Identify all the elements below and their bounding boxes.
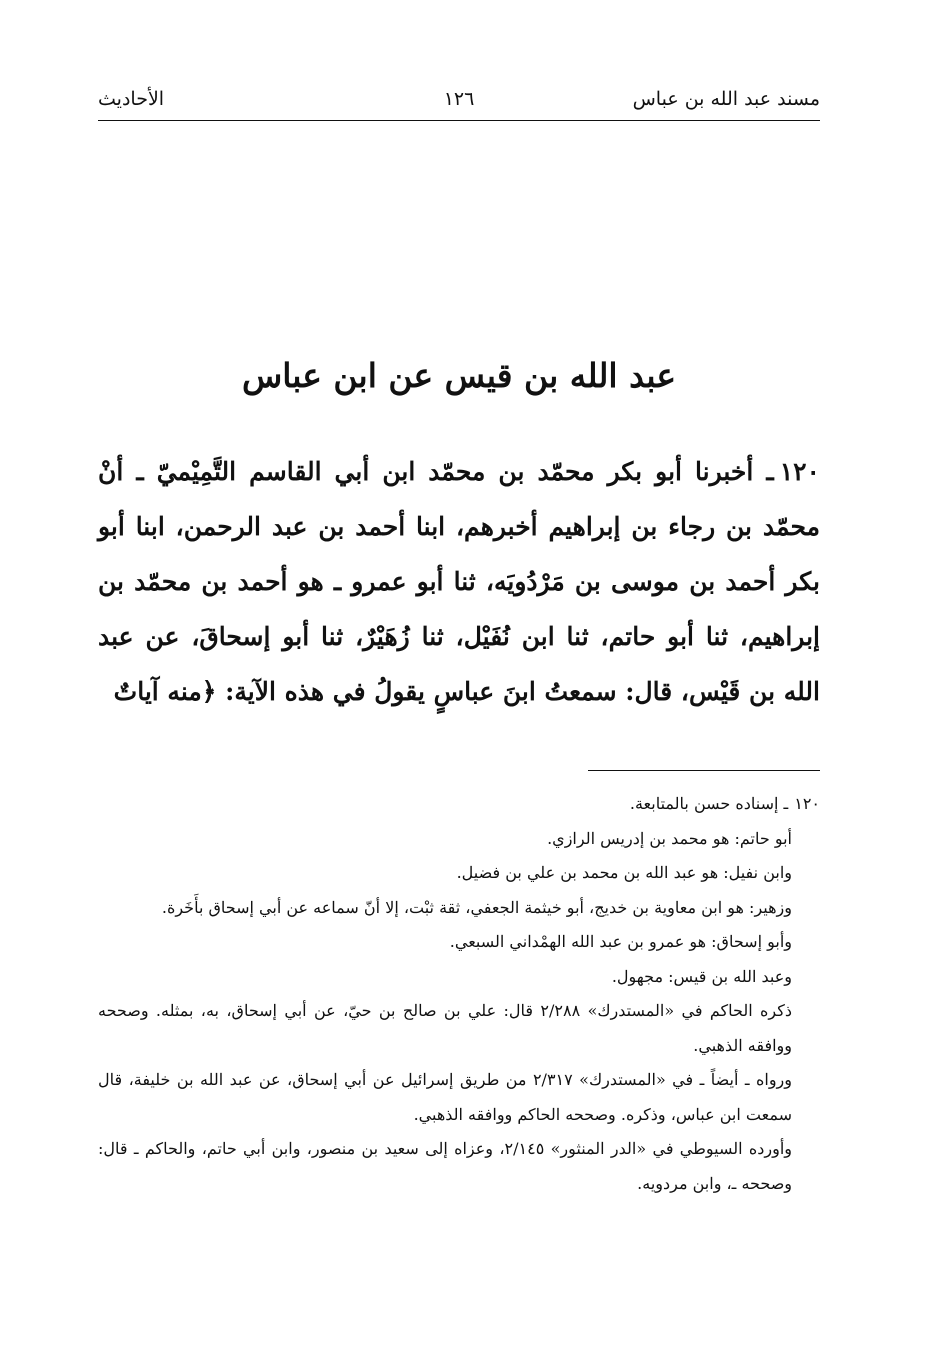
- hadith-body: ـ أخبرنا أبو بكر محمّد بن محمّد ابن أبي القاسم التَّمِيْميّ ـ أنْ محمّد بن رجاء بن إبراهيم أخبرهم، ابنا أحمد بن عبد الرحمن، ابنا أبو بكر أحمد بن موسى بن مَرْدُويَه، ثنا أبو عمرو ـ هو أحمد بن محمّد بن إبراهيم، ثنا أبو حاتم، ثنا ابن نُفَيْل، ثنا زُهَيْرٌ، ثنا أبو إسحاقَ، عن عبد الله بن قَيْس، قال: سمعتُ ابنَ عباسٍ يقولُ في هذه الآية: ﴿منه آياتٌ: [98, 457, 820, 706]
- footnote-line: أبو حاتم: هو محمد بن إدريس الرازي.: [547, 828, 792, 848]
- running-header: [98, 84, 820, 121]
- footnote-line: وأورده السيوطي في «الدر المنثور» ٢/١٤٥، وعزاه إلى سعيد بن منصور، وابن أبي حاتم، والحاكم ـ قال: وصححه ـ، وابن مردويه.: [98, 1139, 793, 1193]
- hadith-text: [98, 444, 820, 719]
- footnotes: [98, 787, 820, 1201]
- section-title: عبد الله بن قيس عن ابن عباس: [241, 356, 677, 395]
- section-name: الأحاديث: [98, 88, 165, 110]
- footnote-line: وزهير: هو ابن معاوية بن خديج، أبو خيثمة الجعفي، ثقة ثبْت، إلا أنّ سماعه عن أبي إسحاق بأَخَرة.: [161, 897, 792, 917]
- book-title: مسند عبد الله بن عباس: [632, 88, 820, 110]
- footnote-text: ـ إسناده حسن بالمتابعة.: [629, 794, 789, 813]
- footnote-number: ١٢٠: [794, 794, 820, 813]
- hadith-number: ١٢٠: [779, 457, 820, 486]
- footnote-divider: [588, 770, 820, 771]
- footnote-line: وأبو إسحاق: هو عمرو بن عبد الله الهمْداني السبعي.: [449, 932, 792, 951]
- footnote-line: وابن نفيل: هو عبد الله بن محمد بن علي بن فضيل.: [456, 863, 792, 882]
- footnote-line: [98, 787, 820, 822]
- footnote-line: ورواه ـ أيضاً ـ في «المستدرك» ٢/٣١٧ من طريق إسرائيل عن أبي إسحاق، عن عبد الله بن خليفة، قال سمعت ابن عباس، وذكره. وصححه الحاكم ووافقه الذهبي.: [98, 1070, 792, 1124]
- page-number: ١٢٦: [443, 88, 475, 110]
- footnote-line: ذكره الحاكم في «المستدرك» ٢/٢٨٨ قال: علي بن صالح بن حيّ، عن أبي إسحاق، به، بمثله. وصححه ووافقه الذهبي.: [98, 1001, 792, 1055]
- footnote-line: وعبد الله بن قيس: مجهول.: [611, 966, 792, 986]
